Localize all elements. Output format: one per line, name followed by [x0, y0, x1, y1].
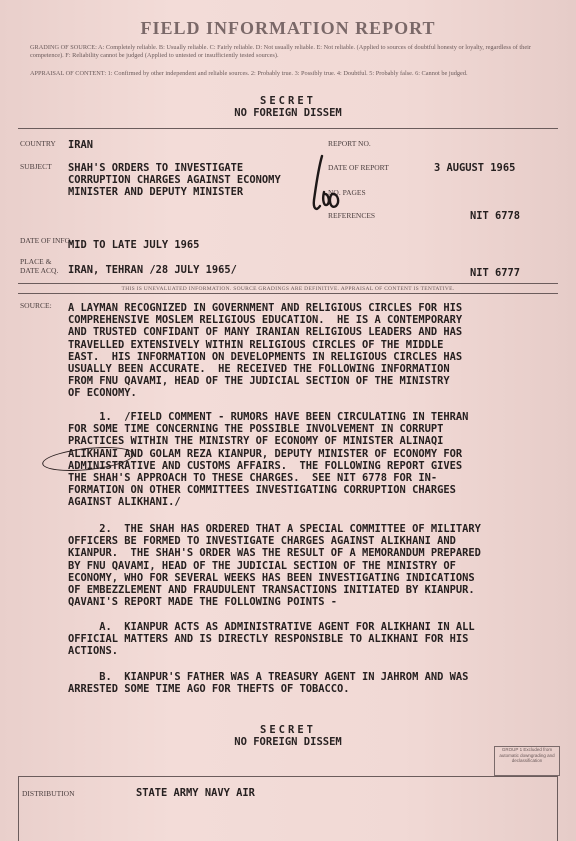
- paragraph-1-line: 1. /FIELD COMMENT - RUMORS HAVE BEEN CIRCULATING IN TEHRAN: [68, 411, 469, 423]
- dissem-bottom: NO FOREIGN DISSEM: [234, 736, 342, 748]
- source-label: SOURCE:: [20, 301, 52, 310]
- handwritten-annotation: [300, 150, 350, 220]
- nit-number: NIT 6777: [470, 267, 521, 279]
- paragraph-1-line: PRACTICES WITHIN THE MINISTRY OF ECONOMY OF MINISTER ALINAQI: [68, 435, 444, 448]
- subject-line-3: MINISTER AND DEPUTY MINISTER: [68, 186, 244, 198]
- paragraph-a-line: A. KIANPUR ACTS AS ADMINISTRATIVE AGENT FOR ALIKHANI IN ALL: [68, 621, 475, 633]
- unevaluated-notice: THIS IS UNEVALUATED INFORMATION. SOURCE GRADINGS ARE DEFINITIVE. APPRAISAL OF CONTENT IS TENTATIVE.: [121, 286, 455, 292]
- paragraph-b-line: ARRESTED SOME TIME AGO FOR THEFTS OF TOBACCO.: [68, 683, 350, 696]
- report-title: FIELD INFORMATION REPORT: [140, 18, 436, 38]
- divider-distribution-top: [18, 776, 558, 777]
- source-line: A LAYMAN RECOGNIZED IN GOVERNMENT AND RELIGIOUS CIRCLES FOR HIS: [68, 302, 463, 314]
- divider-notice-bottom: [18, 293, 558, 294]
- references-value: NIT 6778: [470, 210, 521, 222]
- paragraph-1-line: ADMINISTRATIVE AND CUSTOMS AFFAIRS. THE FOLLOWING REPORT GIVES: [68, 459, 463, 472]
- source-line: FROM FNU QAVAMI, HEAD OF THE JUDICIAL SECTION OF THE MINISTRY: [68, 375, 450, 388]
- references-label: REFERENCES: [328, 211, 376, 220]
- classification-top: SECRET: [260, 95, 316, 107]
- paragraph-2-line: BY FNU QAVAMI, HEAD OF THE JUDICIAL SECTION OF THE MINISTRY OF: [68, 559, 456, 572]
- country-value: IRAN: [68, 139, 94, 151]
- appraisal-of-content: APPRAISAL OF CONTENT: 1: Confirmed by other independent and reliable sources. 2: Probably true. 3: Possibly true. 4: Doubtful. 5: Probably false. 6: Cannot be judged.: [30, 70, 468, 77]
- paragraph-2-line: OF EMBEZZLEMENT AND FRAUDULENT TRANSACTIONS INITIATED BY KIANPUR.: [68, 584, 475, 596]
- distribution-box-right: [557, 776, 558, 841]
- source-line: COMPREHENSIVE MOSLEM RELIGIOUS EDUCATION. HE IS A CONTEMPORARY: [68, 314, 463, 327]
- distribution-value: STATE ARMY NAVY AIR: [136, 787, 255, 799]
- paragraph-2-line: KIANPUR. THE SHAH'S ORDER WAS THE RESULT OF A MEMORANDUM PREPARED: [68, 547, 481, 560]
- date-of-report-label: DATE OF REPORT: [328, 163, 389, 172]
- date-of-report-value: 3 AUGUST 1965: [434, 162, 516, 174]
- place-date-acq-label: PLACE & DATE ACQ.: [20, 257, 59, 275]
- source-line: AND TRUSTED CONFIDANT OF MANY IRANIAN RELIGIOUS LEADERS AND HAS: [68, 326, 463, 339]
- distribution-label: DISTRIBUTION: [22, 789, 75, 798]
- paragraph-a-line: OFFICIAL MATTERS AND IS DIRECTLY RESPONSIBLE TO ALIKHANI FOR HIS: [68, 633, 469, 646]
- paragraph-2-line: QAVANI'S REPORT MADE THE FOLLOWING POINTS -: [68, 596, 337, 609]
- subject-line-2: CORRUPTION CHARGES AGAINST ECONOMY: [68, 174, 281, 186]
- paragraph-2-line: ECONOMY, WHO FOR SEVERAL WEEKS HAS BEEN INVESTIGATING INDICATIONS: [68, 571, 475, 584]
- source-line: TRAVELLED EXTENSIVELY WITHIN RELIGIOUS CIRCLES OF THE MIDDLE: [68, 338, 444, 351]
- paragraph-1-line: THE SHAH'S APPROACH TO THESE CHARGES. SEE NIT 6778 FOR IN-: [68, 472, 438, 484]
- grading-of-source: GRADING OF SOURCE: A: Completely reliable. B: Usually reliable. C: Fairly reliable. D: Not usually reliable. E: Not reliable. (Applied to sources of doubtful honesty or loyalty, regardless of their competence). F: Reliability cannot be judged (Applied to untested or insufficiently tested sources).: [30, 44, 531, 59]
- paragraph-1-line: FORMATION ON OTHER COMMITTEES INVESTIGATING CORRUPTION CHARGES: [68, 484, 456, 497]
- source-line: EAST. HIS INFORMATION ON DEVELOPMENTS IN RELIGIOUS CIRCLES HAS: [68, 350, 463, 363]
- paragraph-1-line: AGAINST ALIKHANI./: [68, 496, 181, 509]
- source-line: OF ECONOMY.: [68, 387, 137, 400]
- paragraph-2-line: 2. THE SHAH HAS ORDERED THAT A SPECIAL COMMITTEE OF MILITARY: [68, 523, 481, 535]
- distribution-box-left: [18, 776, 19, 841]
- paragraph-1-line: ALIKHANI AND GOLAM REZA KIANPUR, DEPUTY MINISTER OF ECONOMY FOR: [68, 447, 463, 460]
- dissem-top: NO FOREIGN DISSEM: [234, 107, 342, 119]
- paragraph-1-line: FOR SOME TIME CONCERNING THE POSSIBLE INVOLVEMENT IN CORRUPT: [68, 423, 444, 436]
- divider-top: [18, 128, 558, 129]
- paragraph-b-line: B. KIANPUR'S FATHER WAS A TREASURY AGENT IN JAHROM AND WAS: [68, 671, 469, 683]
- paragraph-a-line: ACTIONS.: [68, 645, 119, 658]
- date-of-info-label: DATE OF INFO.: [20, 236, 72, 245]
- subject-line-1: SHAH'S ORDERS TO INVESTIGATE: [68, 162, 244, 174]
- declassification-stamp: GROUP 1 Excluded from automatic downgrading and declassification: [494, 746, 560, 776]
- handwritten-text: 200: [300, 150, 302, 151]
- date-of-info-value: MID TO LATE JULY 1965: [68, 239, 200, 251]
- classification-bottom: SECRET: [260, 724, 316, 736]
- country-label: COUNTRY: [20, 139, 56, 148]
- no-pages-label: NO. PAGES: [328, 188, 366, 197]
- divider-notice-top: [18, 283, 558, 284]
- place-date-acq-value: IRAN, TEHRAN /28 JULY 1965/: [68, 264, 237, 276]
- subject-label: SUBJECT: [20, 162, 52, 171]
- source-line: USUALLY BEEN ACCURATE. HE RECEIVED THE FOLLOWING INFORMATION: [68, 363, 450, 375]
- paragraph-2-line: OFFICERS BE FORMED TO INVESTIGATE CHARGES AGAINST ALIKHANI AND: [68, 535, 456, 548]
- report-no-label: REPORT NO.: [328, 139, 371, 148]
